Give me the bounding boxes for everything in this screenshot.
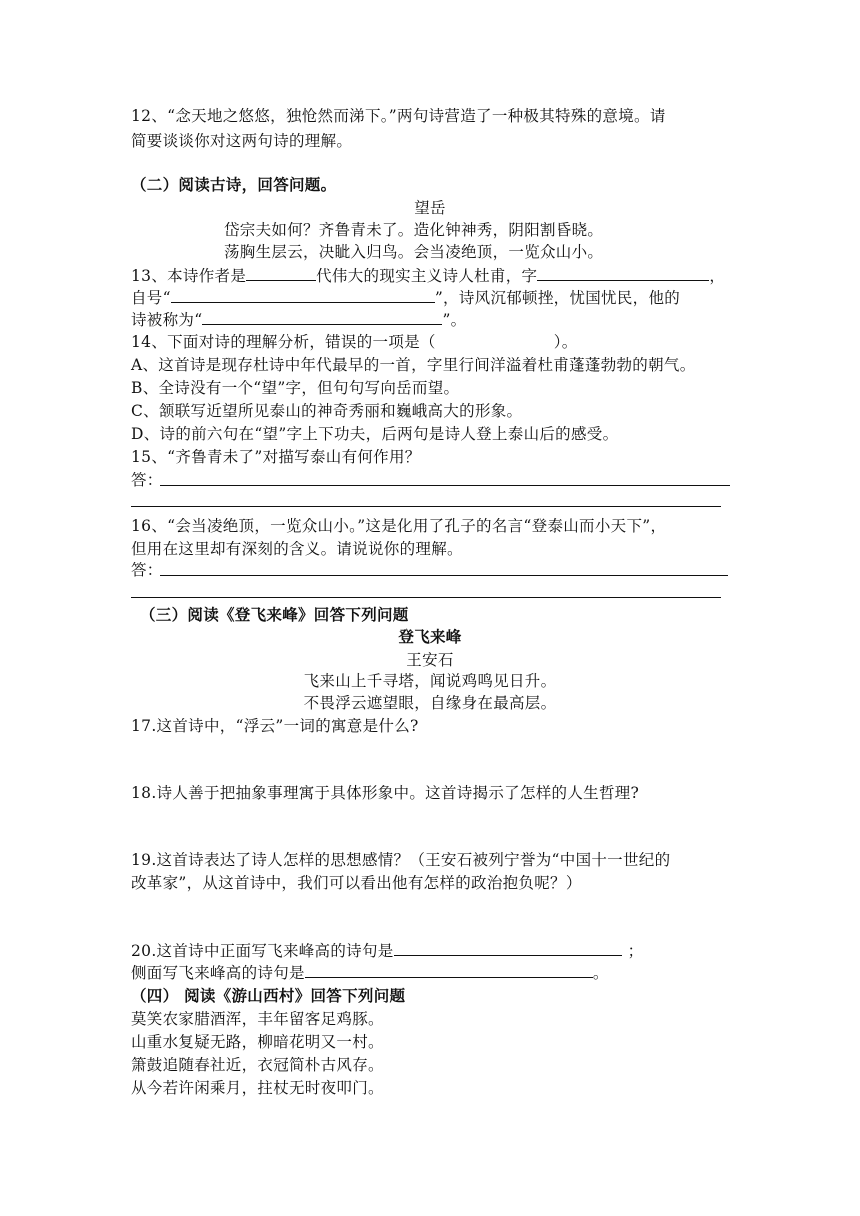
q12-line1: 12、“念天地之悠悠，独怆然而涕下。”两句诗营造了一种极其特殊的意境。请 — [131, 107, 666, 125]
q16-answer-label: 答： — [131, 561, 163, 579]
poem-line: 飞来山上千寻塔，闻说鸡鸣见日升。 — [303, 672, 557, 690]
q14-option-d: D、诗的前六句在“望”字上下功夫，后两句是诗人登上泰山后的感受。 — [131, 425, 619, 443]
q12-line2: 简要谈谈你对这两句诗的理解。 — [131, 132, 353, 150]
poem-line: 从今若许闲乘月，拄杖无时夜叩门。 — [131, 1079, 384, 1097]
q16-answer-line-2[interactable] — [131, 597, 721, 598]
q19-line1: 19.这首诗表达了诗人怎样的思想感情？（王安石被列宁誉为“中国十一世纪的 — [131, 851, 671, 869]
q16-line2: 但用在这里却有深刻的含义。请说说你的理解。 — [131, 540, 463, 558]
poem-line: 荡胸生层云，决眦入归鸟。会当凌绝顶，一览众山小。 — [224, 243, 604, 261]
q15-text: 15、“齐鲁青未了”对描写泰山有何作用？ — [131, 448, 421, 466]
q13-alias-suffix: ”，诗风沉郁顿挫，忧国忧民，他的 — [434, 289, 681, 307]
poem-line: 岱宗夫如何？齐鲁青未了。造化钟神秀，阴阳割昏晓。 — [224, 221, 604, 239]
q13-line3 — [131, 310, 466, 330]
q14-end: ）。 — [553, 333, 578, 351]
q14-text: 14、下面对诗的理解分析，错误的一项是（ — [131, 333, 436, 351]
q18-text: 18.诗人善于把抽象事理寓于具体形象中。这首诗揭示了怎样的人生哲理? — [131, 784, 640, 802]
poem-title-dengfeilaifeng: 登飞来峰 — [398, 627, 462, 646]
poem-line: 不畏浮云遮望眼，自缘身在最高层。 — [303, 694, 557, 712]
q20-side-blank[interactable] — [305, 963, 593, 978]
q15-answer-line-2[interactable] — [131, 506, 721, 507]
q13-title-suffix: ”。 — [442, 311, 467, 329]
q15-answer-label: 答： — [131, 471, 163, 489]
q20-line2 — [131, 963, 609, 983]
poet-title-blank[interactable] — [202, 310, 442, 325]
q17-text: 17.这首诗中，“浮云”一词的寓意是什么? — [131, 717, 419, 735]
q13-alias-prefix: 自号“ — [131, 289, 171, 307]
section-4-heading: （四） 阅读《游山西村》回答下列问题 — [131, 986, 406, 1005]
q19-line2: 改革家”，从这首诗中，我们可以看出他有怎样的政治抱负呢？） — [131, 874, 582, 892]
q20-semicolon: ； — [627, 942, 644, 960]
section-2-heading: （二）阅读古诗，回答问题。 — [131, 175, 337, 194]
q13-prefix: 13、本诗作者是 — [131, 267, 247, 285]
q13-mid: 代伟大的现实主义诗人杜甫，字 — [316, 267, 538, 285]
dynasty-blank[interactable] — [246, 266, 316, 281]
q16-answer-line-1[interactable] — [160, 575, 728, 576]
alias-blank[interactable] — [171, 288, 435, 303]
poem-line: 箫鼓追随春社近，衣冠简朴古风存。 — [131, 1056, 384, 1074]
q13-line1 — [131, 266, 725, 286]
q20-prefix: 20.这首诗中正面写飞来峰高的诗句是 — [131, 942, 394, 960]
q16-line1: 16、“会当凌绝顶，一览众山小。”这是化用了孔子的名言“登泰山而小天下”， — [131, 517, 667, 535]
q14-option-b: B、全诗没有一个“望”字，但句句写向岳而望。 — [131, 379, 460, 397]
q15-answer-line-1[interactable] — [160, 485, 730, 486]
poem-title-wangyue: 望岳 — [414, 199, 446, 217]
poem-line: 莫笑农家腊酒浑，丰年留客足鸡豚。 — [131, 1010, 384, 1028]
q14-option-c: C、颔联写近望所见泰山的神奇秀丽和巍峨高大的形象。 — [131, 402, 523, 420]
q13-title-prefix: 诗被称为“ — [131, 311, 203, 329]
q13-line2 — [131, 288, 680, 308]
q20-direct-blank[interactable] — [394, 941, 622, 956]
section-3-heading: （三）阅读《登飞来峰》回答下列问题 — [140, 605, 409, 624]
q14-stem — [131, 332, 578, 352]
poem-line: 山重水复疑无路，柳暗花明又一村。 — [131, 1033, 384, 1051]
q13-comma: ， — [709, 267, 726, 285]
q20-side-prefix: 侧面写飞来峰高的诗句是 — [131, 964, 305, 982]
q20-period: 。 — [592, 964, 609, 982]
poem-author: 王安石 — [406, 651, 454, 669]
q20-line1 — [131, 941, 643, 961]
q14-option-a: A、这首诗是现存杜诗中年代最早的一首，字里行间洋溢着杜甫蓬蓬勃勃的朝气。 — [131, 356, 696, 374]
courtesy-name-blank[interactable] — [537, 266, 709, 281]
